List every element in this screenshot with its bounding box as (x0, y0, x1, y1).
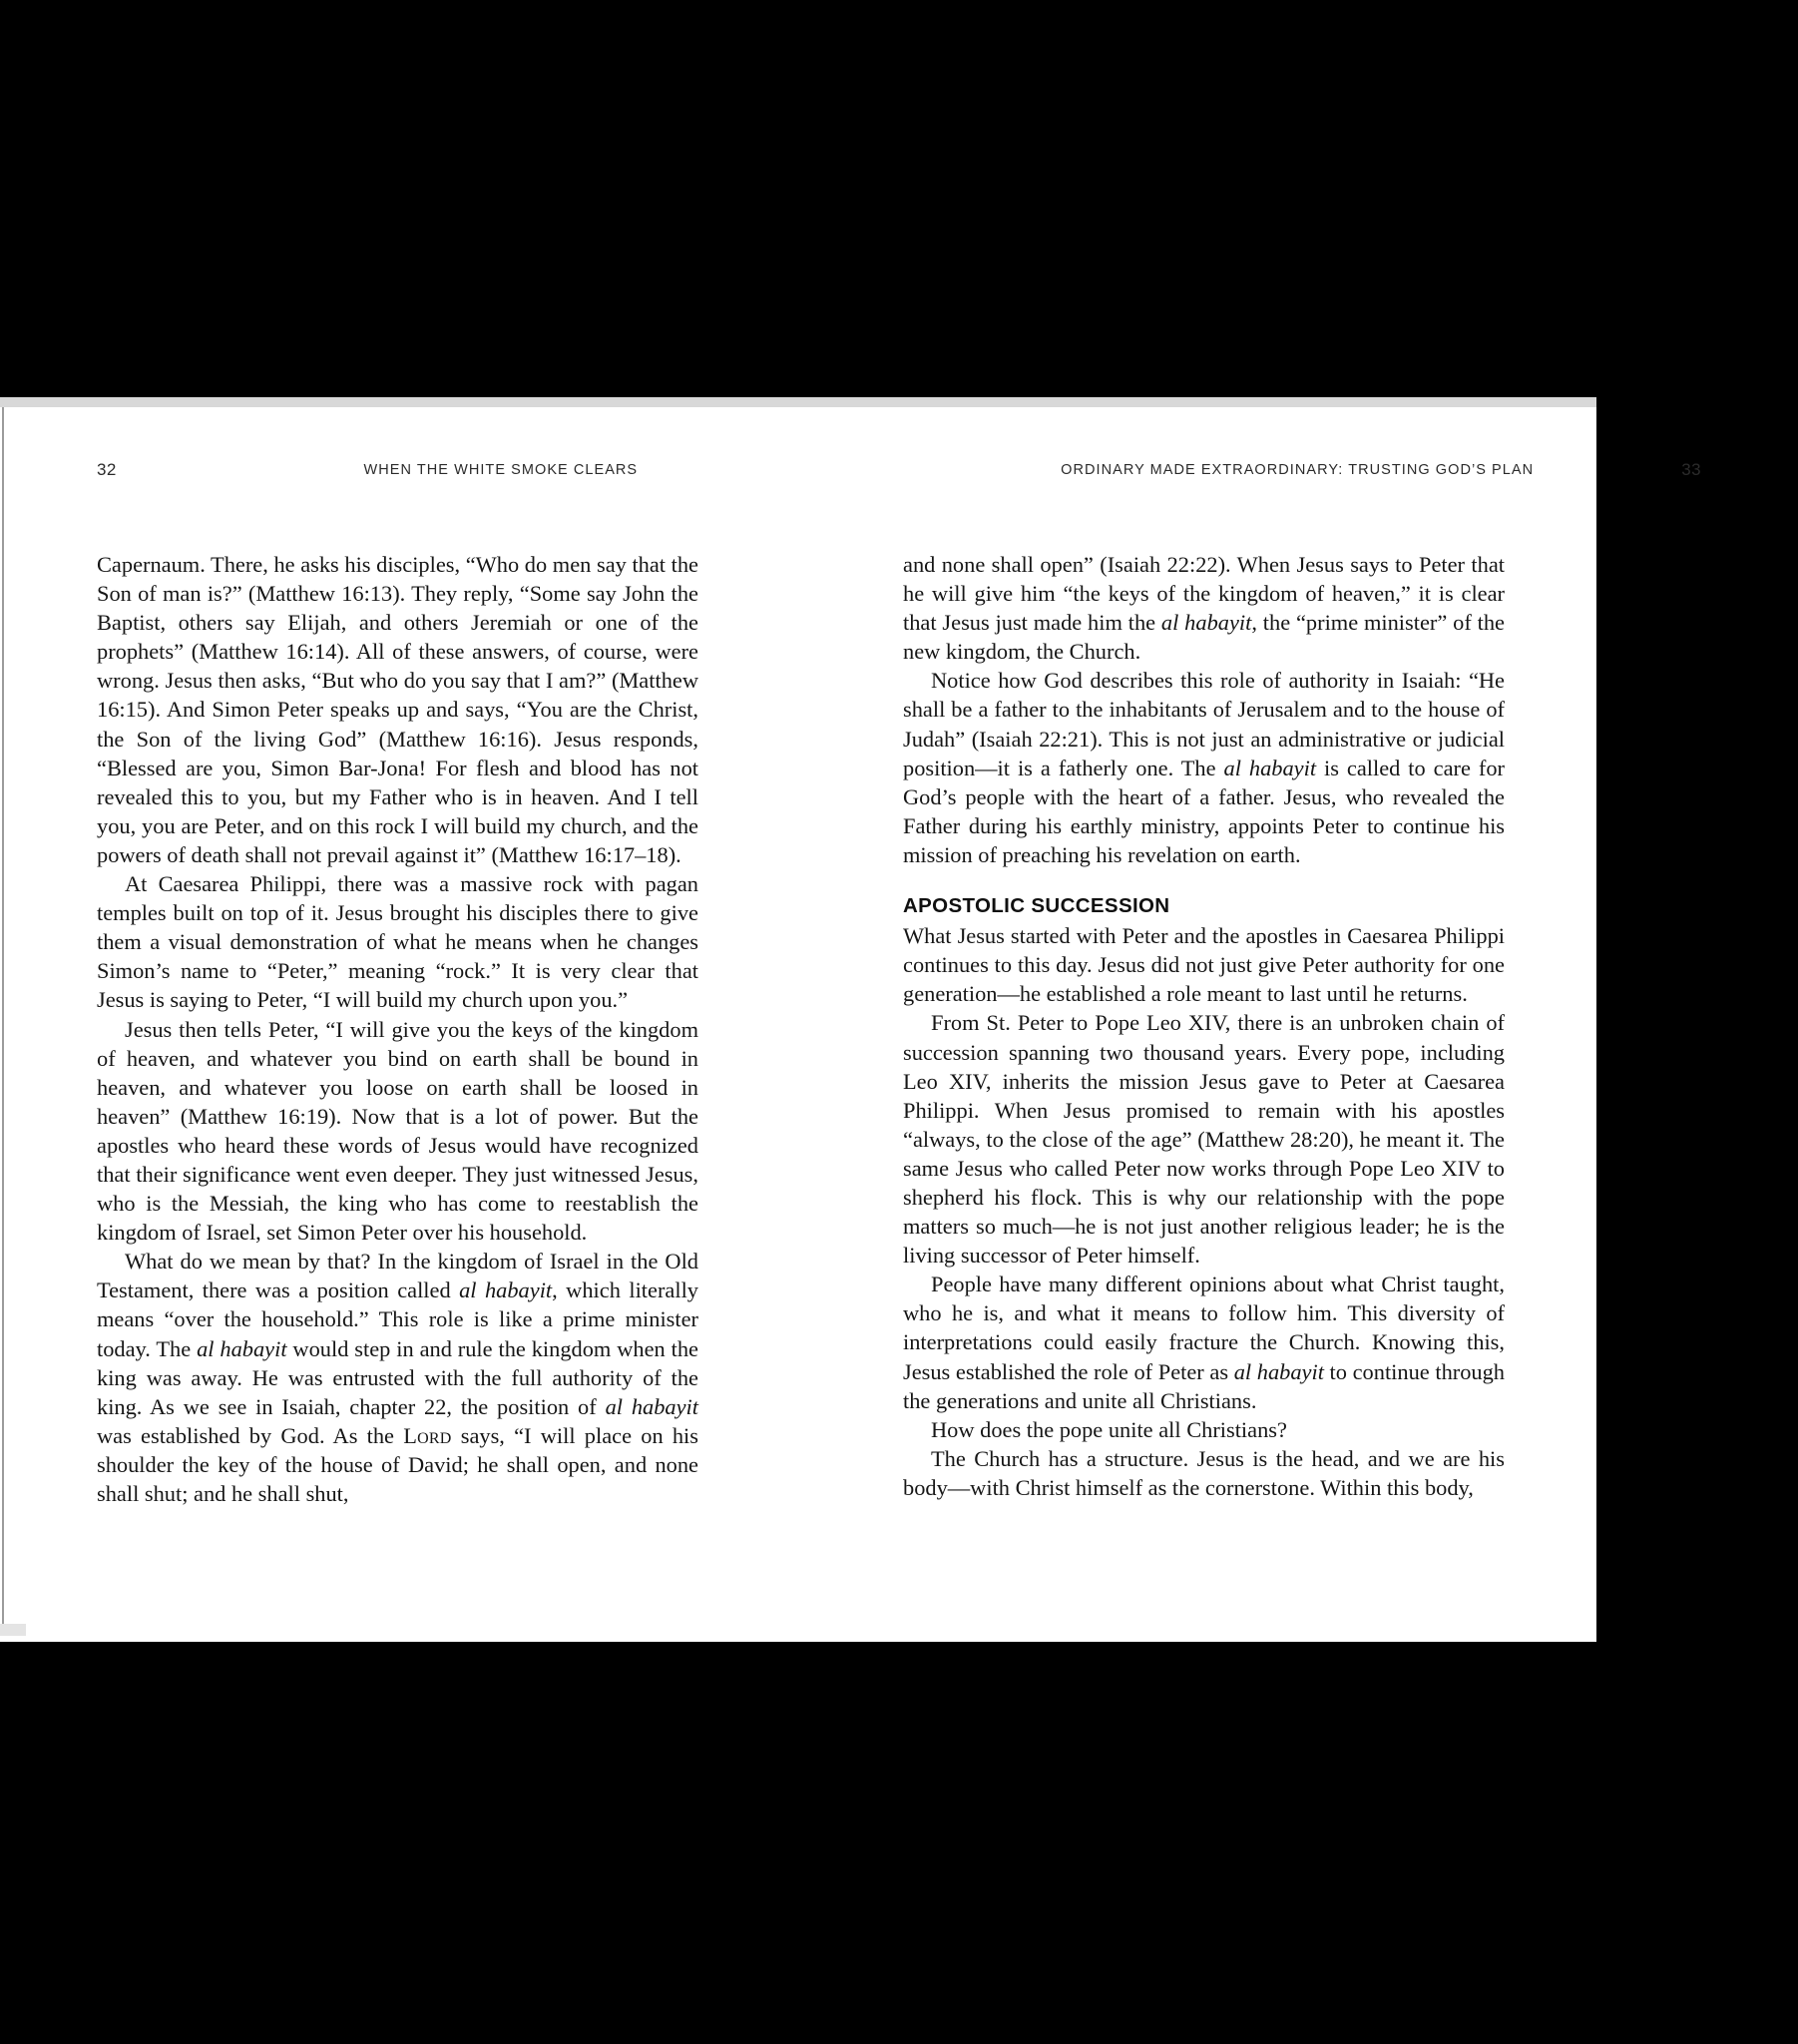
italic-term: al habayit (1223, 755, 1317, 780)
small-caps-term: Lord (403, 1422, 452, 1448)
right-page (798, 397, 1701, 1642)
body-paragraph: How does the pope unite all Christians? (931, 1416, 1287, 1442)
book-spread (0, 397, 1701, 1642)
body-paragraph: Notice how God describes this role of authority in Isaiah: “He shall be a father to the inhabitants of Jerusalem and to the house of Judah” (Isaiah 22:21). This is not just an administrative or judicial position—it is a fatherly one. The al habayit is called to care for God’s people with the heart of a father. Jesus, who revealed the Father during his earthly ministry, appoints Peter to continue his mission of preaching his revelation on earth. (903, 668, 1505, 867)
body-paragraph: People have many different opinions about what Christ taught, who he is, and what it means to follow him. This diversity of interpretations could easily fracture the Church. Knowing this, Jesus established the role of Peter as al habayit to continue through the generations and unite all Christians. (903, 1272, 1505, 1413)
italic-term: al habayit (459, 1278, 553, 1303)
body-paragraph: At Caesarea Philippi, there was a massive rock with pagan temples built on top of it. Jesus brought his disciples there to give them a visual demonstration of what he means when he changes Simon’s name to “Peter,” meaning “rock.” It is very clear that Jesus is saying to Peter, “I will build my church upon you.” (97, 871, 698, 1013)
italic-term: al habayit (1233, 1358, 1324, 1384)
section-heading: APOSTOLIC SUCCESSION (903, 894, 1170, 918)
left-page-text-column (97, 550, 698, 1508)
right-page-text-column (903, 550, 1505, 1502)
body-paragraph: Capernaum. There, he asks his disciples, “Who do men say that the Son of man is?” (Matthew 16:13). They reply, “Some say John the Baptist, others say Elijah, and others Jeremiah or one of the prophets” (Matthew 16:14). All of these answers, of course, were wrong. Jesus then asks, “But who do you say that I am?” (Matthew 16:15). And Simon Peter speaks up and says, “You are the Christ, the Son of the living God” (Matthew 16:16). Jesus responds, “Blessed are you, Simon Bar-Jona! For flesh and blood has not revealed this to you, but my Father who is in heaven. And I tell you, you are Peter, and on this rock I will build my church, and the powers of death shall not prevail against it” (Matthew 16:17–18). (97, 552, 698, 867)
body-paragraph: Jesus then tells Peter, “I will give you the keys of the kingdom of heaven, and whatever you bind on earth shall be bound in heaven, and whatever you loose on earth shall be loosed in heaven” (Matthew 16:19). Now that is a lot of power. But the apostles who heard these words of Jesus would have recognized that their significance went even deeper. They just witnessed Jesus, who is the Messiah, the king who has come to reestablish the kingdom of Israel, set Simon Peter over his household. (97, 1016, 698, 1246)
body-paragraph: The Church has a structure. Jesus is the head, and we are his body—with Christ himself as the cornerstone. Within this body, (903, 1445, 1505, 1500)
left-page-header-title: WHEN THE WHITE SMOKE CLEARS (363, 462, 639, 478)
italic-term: al habayit (605, 1393, 698, 1419)
right-page-running-head (798, 459, 1798, 481)
left-page-folio: 32 (97, 460, 117, 479)
body-paragraph: What do we mean by that? In the kingdom of Israel in the Old Testament, there was a position called al habayit, which literally means “over the household.” This role is like a prime minister today. The al habayit would step in and rule the kingdom when the king was away. He was entrusted with the full authority of the king. As we see in Isaiah, chapter 22, the position of al habayit was established by God. As the Lord says, “I will place on his shoulder the key of the house of David; he shall open, and none shall shut; and he shall shut, (97, 1249, 698, 1506)
body-paragraph: From St. Peter to Pope Leo XIV, there is an unbroken chain of succession spanning two thousand years. Every pope, including Leo XIV, inherits the mission Jesus gave to Peter at Caesarea Philippi. When Jesus promised to remain with his apostles “always, to the close of the age” (Matthew 28:20), he meant it. The same Jesus who called Peter now works through Pope Leo XIV to shepherd his flock. This is why our relationship with the pope matters so much—he is not just another religious leader; he is the living successor of Peter himself. (903, 1010, 1505, 1269)
right-page-header-title: ORDINARY MADE EXTRAORDINARY: TRUSTING GOD’S PLAN (1061, 462, 1535, 478)
left-page (0, 397, 798, 1642)
body-paragraph: What Jesus started with Peter and the apostles in Caesarea Philippi continues to this day. Jesus did not just give Peter authority for one generation—he established a role meant to last until he returns. (903, 923, 1505, 1007)
right-page-folio: 33 (1681, 460, 1701, 479)
italic-term: al habayit (197, 1335, 287, 1361)
body-paragraph: and none shall open” (Isaiah 22:22). When Jesus says to Peter that he will give him “the keys of the kingdom of heaven,” it is clear that Jesus just made him the al habayit, the “prime minister” of the new kingdom, the Church. (903, 552, 1505, 665)
italic-term: al habayit (1160, 610, 1252, 636)
